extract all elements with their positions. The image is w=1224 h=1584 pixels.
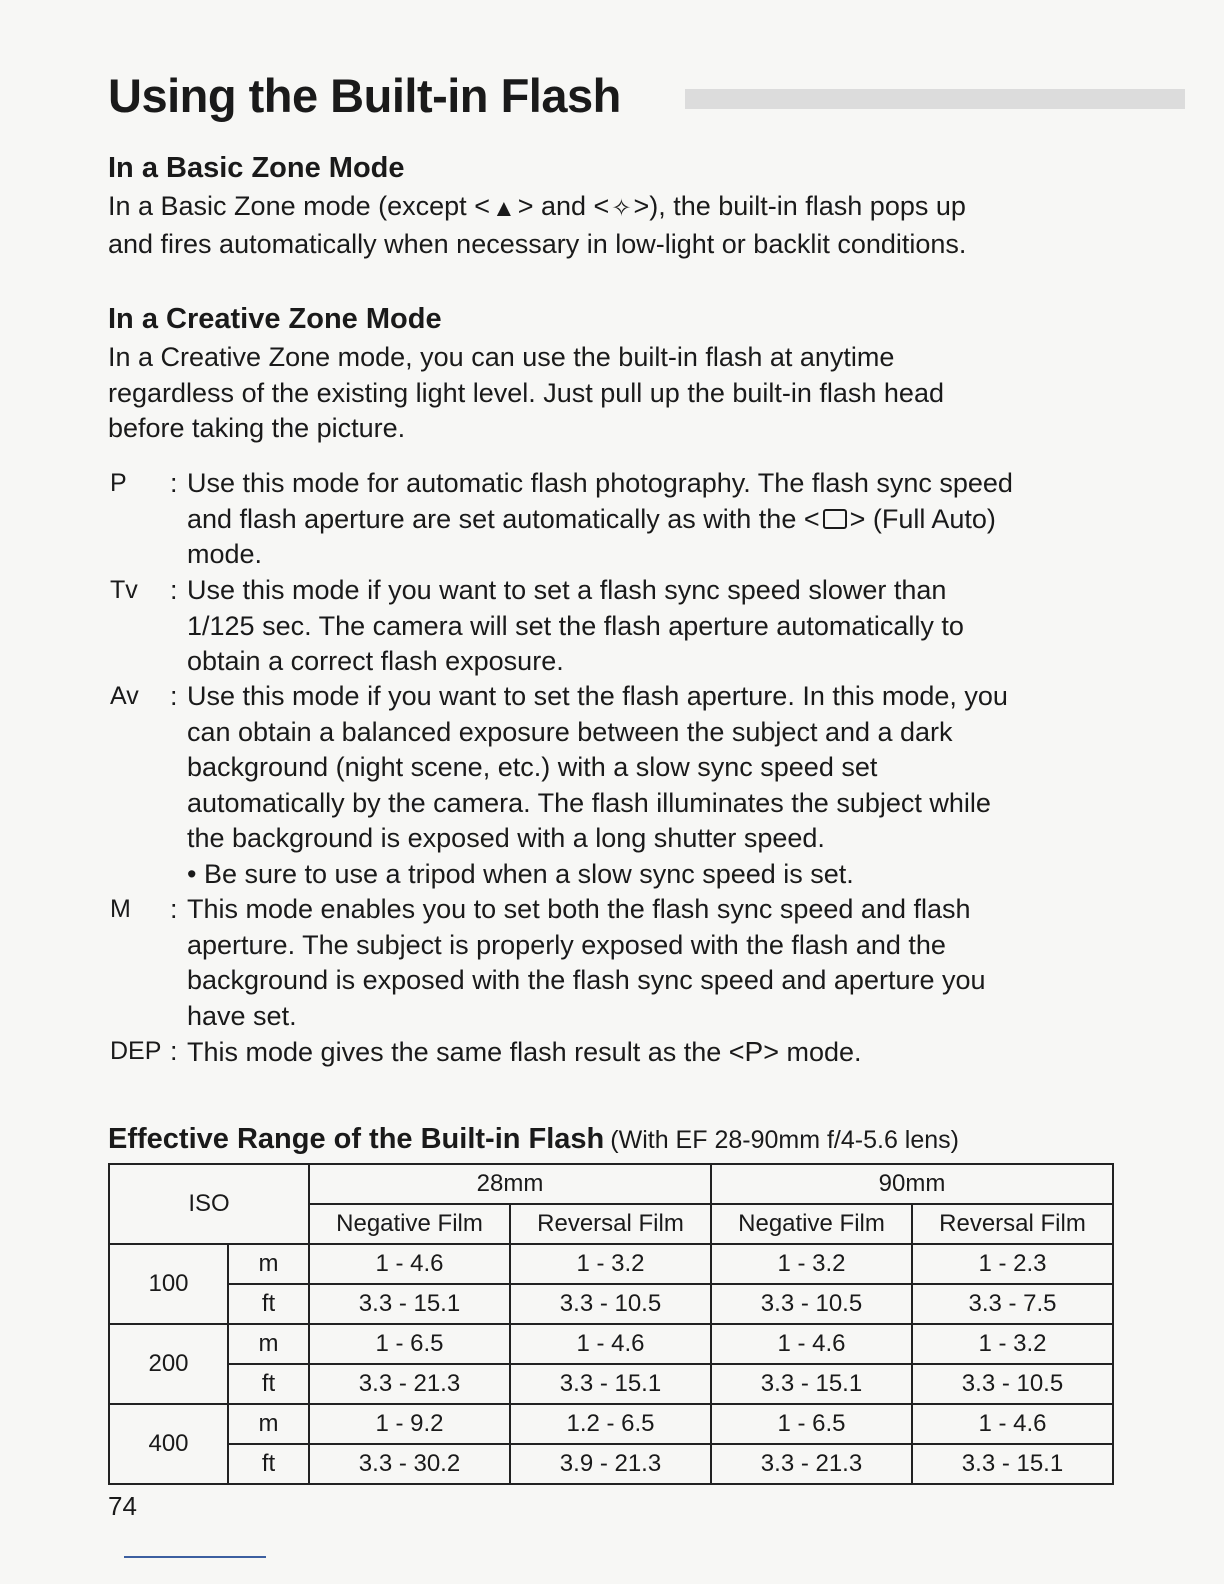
range-cell: 3.3 - 15.1 xyxy=(711,1364,912,1404)
mode-dep-text: This mode gives the same flash result as the <P> mode. xyxy=(187,1036,862,1067)
mode-tv-key: Tv xyxy=(110,576,138,604)
mode-m-text: This mode enables you to set both the flash sync speed and flash aperture. The subject is properly exposed with the flash and the background is exposed with the flash sync speed and aperture you have set. xyxy=(187,894,986,1031)
tripod-note: • Be sure to use a tripod when a slow sync speed is set. xyxy=(187,858,854,889)
unit-cell: m xyxy=(228,1244,309,1284)
table-header-row xyxy=(109,1164,1113,1204)
page-title: Using the Built-in Flash xyxy=(108,69,621,122)
basic-zone-paragraph xyxy=(108,189,966,262)
sports-mode-icon: ✧ xyxy=(611,195,632,222)
range-cell: 3.3 - 21.3 xyxy=(711,1444,912,1484)
table-row xyxy=(109,1444,1113,1484)
range-cell: 3.3 - 15.1 xyxy=(912,1444,1113,1484)
range-cell: 3.3 - 7.5 xyxy=(912,1284,1113,1324)
flash-range-table xyxy=(108,1163,1114,1485)
unit-cell: ft xyxy=(228,1444,309,1484)
unit-cell: ft xyxy=(228,1284,309,1324)
mode-p-text: Use this mode for automatic flash photography. The flash sync speed and flash aperture are set automatically as with the < > (Full Auto) mode. xyxy=(187,468,1013,569)
range-cell: 1 - 3.2 xyxy=(711,1244,912,1284)
mode-p-key: P xyxy=(110,469,127,497)
colon: : xyxy=(170,681,178,711)
unit-cell: m xyxy=(228,1324,309,1364)
basic-zone-line-2: and fires automatically when necessary in low-light or backlit conditions. xyxy=(108,228,967,259)
unit-cell: m xyxy=(228,1404,309,1444)
range-cell: 1 - 4.6 xyxy=(711,1324,912,1364)
colon: : xyxy=(170,1036,178,1066)
colon: : xyxy=(170,894,178,924)
mode-av-text: Use this mode if you want to set the flash aperture. In this mode, you can obtain a balanced exposure between the subject and a dark background (night scene, etc.) with a slow sync speed set automatically by the camera. The flash illuminates the subject while the background is exposed with a long shutter speed. • Be sure to use a tripod when a slow sync speed is set. xyxy=(187,679,1008,892)
range-cell: 3.3 - 10.5 xyxy=(510,1284,711,1324)
range-cell: 1 - 6.5 xyxy=(309,1324,510,1364)
full-auto-icon xyxy=(823,509,847,529)
mode-m-key: M xyxy=(110,895,131,923)
p-mode-symbol: P xyxy=(744,1036,764,1067)
title-decoration-bar xyxy=(685,89,1185,109)
table-row xyxy=(109,1404,1113,1444)
range-cell: 1 - 4.6 xyxy=(912,1404,1113,1444)
table-row xyxy=(109,1364,1113,1404)
page-number: 74 xyxy=(108,1491,137,1521)
creative-zone-line: before taking the picture. xyxy=(108,413,406,443)
bottom-rule xyxy=(124,1556,266,1558)
range-cell: 3.3 - 10.5 xyxy=(912,1364,1113,1404)
range-cell: 1 - 9.2 xyxy=(309,1404,510,1444)
range-cell: 1 - 3.2 xyxy=(912,1324,1113,1364)
reversal-film-header: Reversal Film xyxy=(510,1204,711,1244)
creative-zone-line: In a Creative Zone mode, you can use the built-in flash at anytime xyxy=(108,342,895,372)
reversal-film-header: Reversal Film xyxy=(912,1204,1113,1244)
basic-zone-heading: In a Basic Zone Mode xyxy=(108,152,405,184)
unit-cell: ft xyxy=(228,1364,309,1404)
table-row xyxy=(109,1244,1113,1284)
range-cell: 3.3 - 15.1 xyxy=(510,1364,711,1404)
range-cell: 3.9 - 21.3 xyxy=(510,1444,711,1484)
colon: : xyxy=(170,468,178,498)
iso-value: 200 xyxy=(109,1324,228,1404)
range-cell: 1 - 3.2 xyxy=(510,1244,711,1284)
lens-28mm-header: 28mm xyxy=(309,1164,711,1204)
creative-zone-line: regardless of the existing light level. Just pull up the built-in flash head xyxy=(108,377,944,408)
range-cell: 1 - 6.5 xyxy=(711,1404,912,1444)
landscape-mode-icon: ▲ xyxy=(491,195,516,222)
range-note: (With EF 28-90mm f/4-5.6 lens) xyxy=(610,1126,959,1154)
range-cell: 3.3 - 30.2 xyxy=(309,1444,510,1484)
negative-film-header: Negative Film xyxy=(309,1204,510,1244)
range-heading xyxy=(108,1123,959,1156)
mode-dep-key: DEP xyxy=(110,1037,162,1065)
range-cell: 1 - 4.6 xyxy=(309,1244,510,1284)
creative-zone-paragraph xyxy=(108,340,944,447)
colon: : xyxy=(170,575,178,605)
lens-90mm-header: 90mm xyxy=(711,1164,1113,1204)
range-title: Effective Range of the Built-in Flash xyxy=(108,1123,605,1155)
range-cell: 1.2 - 6.5 xyxy=(510,1404,711,1444)
title-row xyxy=(108,68,1186,128)
creative-zone-heading: In a Creative Zone Mode xyxy=(108,303,442,335)
table-row xyxy=(109,1324,1113,1364)
basic-zone-line-1: In a Basic Zone mode (except <▲> and <✧>), the built-in flash pops up xyxy=(108,189,966,227)
table-row xyxy=(109,1284,1113,1324)
iso-header: ISO xyxy=(109,1164,309,1244)
mode-av-key: Av xyxy=(110,682,139,710)
range-cell: 3.3 - 21.3 xyxy=(309,1364,510,1404)
range-cell: 1 - 4.6 xyxy=(510,1324,711,1364)
range-cell: 3.3 - 15.1 xyxy=(309,1284,510,1324)
negative-film-header: Negative Film xyxy=(711,1204,912,1244)
iso-value: 400 xyxy=(109,1404,228,1484)
range-cell: 1 - 2.3 xyxy=(912,1244,1113,1284)
range-cell: 3.3 - 10.5 xyxy=(711,1284,912,1324)
iso-value: 100 xyxy=(109,1244,228,1324)
mode-tv-text: Use this mode if you want to set a flash sync speed slower than 1/125 sec. The camera will set the flash aperture automatically to obtain a correct flash exposure. xyxy=(187,575,964,676)
